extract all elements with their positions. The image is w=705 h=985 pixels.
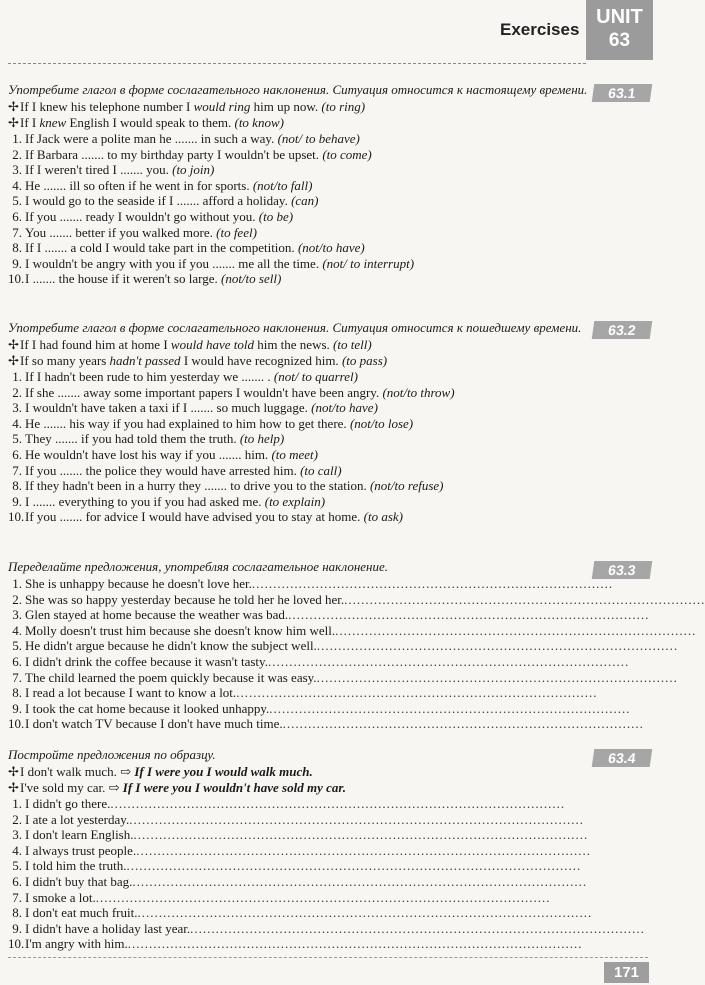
answer-dots: ........................................................................................................... bbox=[129, 811, 584, 827]
list-item: 1. If Jack were a polite man he ....... in such a way. (not/ to behave) bbox=[12, 131, 360, 146]
list-item: 6. He wouldn't have lost his way if you ....... him. (to meet) bbox=[12, 446, 318, 462]
list-item: 9. I took the cat home because it looked unhappy. ..................................................................................... bbox=[12, 700, 631, 716]
footer-divider bbox=[8, 957, 648, 958]
list-item: 1. I didn't go there. ........................................................................................................... bbox=[8, 796, 588, 812]
star-bullet-icon: ✢ bbox=[8, 764, 19, 779]
exercise-list bbox=[8, 369, 588, 525]
star-bullet-icon: ✢ bbox=[8, 780, 19, 795]
list-item: 2. If Barbara ....... to my birthday party I wouldn't be upset. (to come) bbox=[12, 146, 372, 162]
answer-dots: ........................................................................................................... bbox=[137, 905, 593, 921]
answer-dots: ........................................................................................................... bbox=[133, 827, 589, 843]
list-item: 1. If I hadn't been rude to him yesterday we ....... . (not/ to quarrel) bbox=[12, 369, 358, 384]
list-item: 3. Glen stayed at home because the weather was bad. ..................................................................................... bbox=[12, 607, 650, 623]
instruction: Постройте предложения по образцу. bbox=[8, 747, 216, 762]
list-item: 9. I didn't have a holiday last year. ........................................................................................................... bbox=[12, 920, 645, 936]
example-line: ✢If so many years hadn't passed I would have recognized him. (to pass) bbox=[8, 353, 388, 368]
exercise-badge-63-3: 63.3 bbox=[592, 561, 653, 579]
list-item: 6. I didn't buy that bag. ........................................................................................................... bbox=[12, 873, 588, 889]
instruction: Употребите глагол в форме сослагательного наклонения. Ситуация относится к пошедшему времени. bbox=[8, 320, 582, 335]
list-item: 7. The child learned the poem quickly because it was easy. ..................................................................................... bbox=[12, 669, 678, 685]
list-item: 8. If they hadn't been in a hurry they ....... to drive you to the station. (not/to refuse) bbox=[12, 478, 444, 494]
answer-dots: ........................................................................................................... bbox=[95, 889, 551, 905]
answer-dots: ..................................................................................... bbox=[267, 653, 630, 669]
exercise-list bbox=[8, 131, 588, 287]
list-item: 4. He ....... ill so often if he went in for sports. (not/to fall) bbox=[12, 177, 313, 193]
answer-dots: ..................................................................................... bbox=[269, 700, 631, 716]
answer-dots: ..................................................................................... bbox=[316, 669, 678, 685]
star-bullet-icon: ✢ bbox=[8, 115, 19, 130]
answer-dots: ..................................................................................... bbox=[236, 685, 598, 701]
star-bullet-icon: ✢ bbox=[8, 99, 19, 114]
unit-badge bbox=[586, 0, 653, 60]
page-header-title: Exercises bbox=[500, 20, 580, 39]
example-line: ✢I've sold my car. ⇨ If I were you I wouldn't have sold my car. bbox=[8, 780, 346, 795]
exercise-badge-63-2: 63.2 bbox=[592, 321, 653, 339]
star-bullet-icon: ✢ bbox=[8, 353, 19, 368]
list-item: 7. You ....... better if you walked more. (to feel) bbox=[12, 224, 257, 240]
answer-dots: ........................................................................................................... bbox=[126, 858, 582, 874]
list-item: 9. I wouldn't be angry with you if you ....... me all the time. (not/ to interrupt) bbox=[12, 255, 415, 271]
example-line: ✢If I had found him at home I would have told him the news. (to tell) bbox=[8, 337, 372, 352]
answer-dots: ........................................................................................................... bbox=[110, 796, 566, 811]
list-item: 10.I'm angry with him. ........................................................................................................... bbox=[8, 936, 588, 952]
list-item: 4. Molly doesn't trust him because she doesn't know him well. ..................................................................................... bbox=[12, 622, 697, 638]
list-item: 10.If you ....... for advice I would have advised you to stay at home. (to ask) bbox=[8, 509, 403, 525]
list-item: 2. I ate a lot yesterday. ........................................................................................................... bbox=[8, 812, 588, 828]
unit-label: UNIT bbox=[596, 6, 643, 28]
answer-dots: ..................................................................................... bbox=[288, 607, 650, 623]
list-item: 3. I don't learn English. ........................................................................................................... bbox=[12, 827, 589, 843]
exercise-63-1 bbox=[8, 82, 588, 287]
list-item: 7. I smoke a lot. ........................................................................................................... bbox=[8, 890, 588, 906]
unit-number: 63 bbox=[608, 30, 631, 51]
list-item: 4. I always trust people. ........................................................................................................... bbox=[12, 842, 591, 858]
list-item: 7. If you ....... the police they would have arrested him. (to call) bbox=[12, 462, 342, 478]
list-item: 3. I wouldn't have taken a taxi if I ....... so much luggage. (not/to have) bbox=[12, 400, 378, 416]
answer-dots: ........................................................................................................... bbox=[132, 873, 588, 889]
list-item: 2. She was so happy yesterday because he told her he loved her. ..................................................................................... bbox=[12, 591, 705, 607]
answer-dots: ........................................................................................................... bbox=[190, 920, 645, 936]
list-item: 9. I ....... everything to you if you had asked me. (to explain) bbox=[12, 493, 326, 509]
list-item: 5. I would go to the seaside if I ....... afford a holiday. (can) bbox=[12, 193, 319, 209]
list-item: 8. I read a lot because I want to know a lot. ..................................................................................... bbox=[12, 685, 598, 701]
exercise-badge-63-1: 63.1 bbox=[592, 84, 653, 102]
answer-dots: ........................................................................................................... bbox=[127, 936, 583, 952]
list-item: 3. If I weren't tired I ....... you. (to join) bbox=[12, 162, 215, 178]
list-item: 6. If you ....... ready I wouldn't go without you. (to be) bbox=[12, 208, 294, 224]
star-bullet-icon: ✢ bbox=[8, 337, 19, 352]
instruction: Переделайте предложения, употребляя сослагательное наклонение. bbox=[8, 559, 389, 574]
exercise-list bbox=[8, 796, 645, 952]
list-item: 10.I ....... the house if it weren't so large. (not/to sell) bbox=[8, 271, 282, 287]
exercise-badge-63-4: 63.4 bbox=[592, 749, 653, 767]
page-number: 171 bbox=[604, 962, 649, 983]
list-item: 6. I didn't drink the coffee because it wasn't tasty. ..................................................................................... bbox=[12, 653, 630, 669]
example-line: ✢If I knew English I would speak to them. (to know) bbox=[8, 115, 284, 130]
list-item: 5. I told him the truth. ........................................................................................................... bbox=[8, 858, 588, 874]
exercise-63-2 bbox=[8, 320, 588, 525]
exercise-list bbox=[8, 576, 705, 732]
example-line: ✢If I knew his telephone number I would ring him up now. (to ring) bbox=[8, 99, 366, 114]
answer-dots: ........................................................................................................... bbox=[136, 842, 591, 858]
answer-dots: ..................................................................................... bbox=[335, 622, 697, 638]
list-item: 5. He didn't argue because he didn't know the subject well. ..................................................................................... bbox=[12, 638, 679, 654]
list-item: 4. He ....... his way if you had explained to him how to get there. (not/to lose) bbox=[12, 415, 414, 431]
list-item: 10.I don't watch TV because I don't have much time. ..................................................................................... bbox=[8, 716, 644, 732]
answer-dots: ..................................................................................... bbox=[344, 591, 705, 607]
header-divider bbox=[8, 63, 586, 64]
example-line: ✢I don't walk much. ⇨ If I were you I would walk much. bbox=[8, 764, 313, 779]
instruction: Употребите глагол в форме сослагательного наклонения. Ситуация относится к настоящему времени. bbox=[8, 82, 588, 97]
list-item: 1. She is unhappy because he doesn't love her. ..................................................................................... bbox=[12, 576, 614, 591]
answer-dots: ..................................................................................... bbox=[251, 576, 614, 591]
answer-dots: ..................................................................................... bbox=[316, 638, 679, 654]
list-item: 2. If she ....... away some important papers I wouldn't have been angry. (not/to throw) bbox=[12, 384, 455, 400]
list-item: 5. They ....... if you had told them the truth. (to help) bbox=[12, 431, 285, 447]
answer-dots: ..................................................................................... bbox=[282, 716, 644, 732]
list-item: 8. If I ....... a cold I would take part in the competition. (not/to have) bbox=[12, 240, 365, 256]
list-item: 8. I don't eat much fruit. ........................................................................................................... bbox=[12, 905, 593, 921]
